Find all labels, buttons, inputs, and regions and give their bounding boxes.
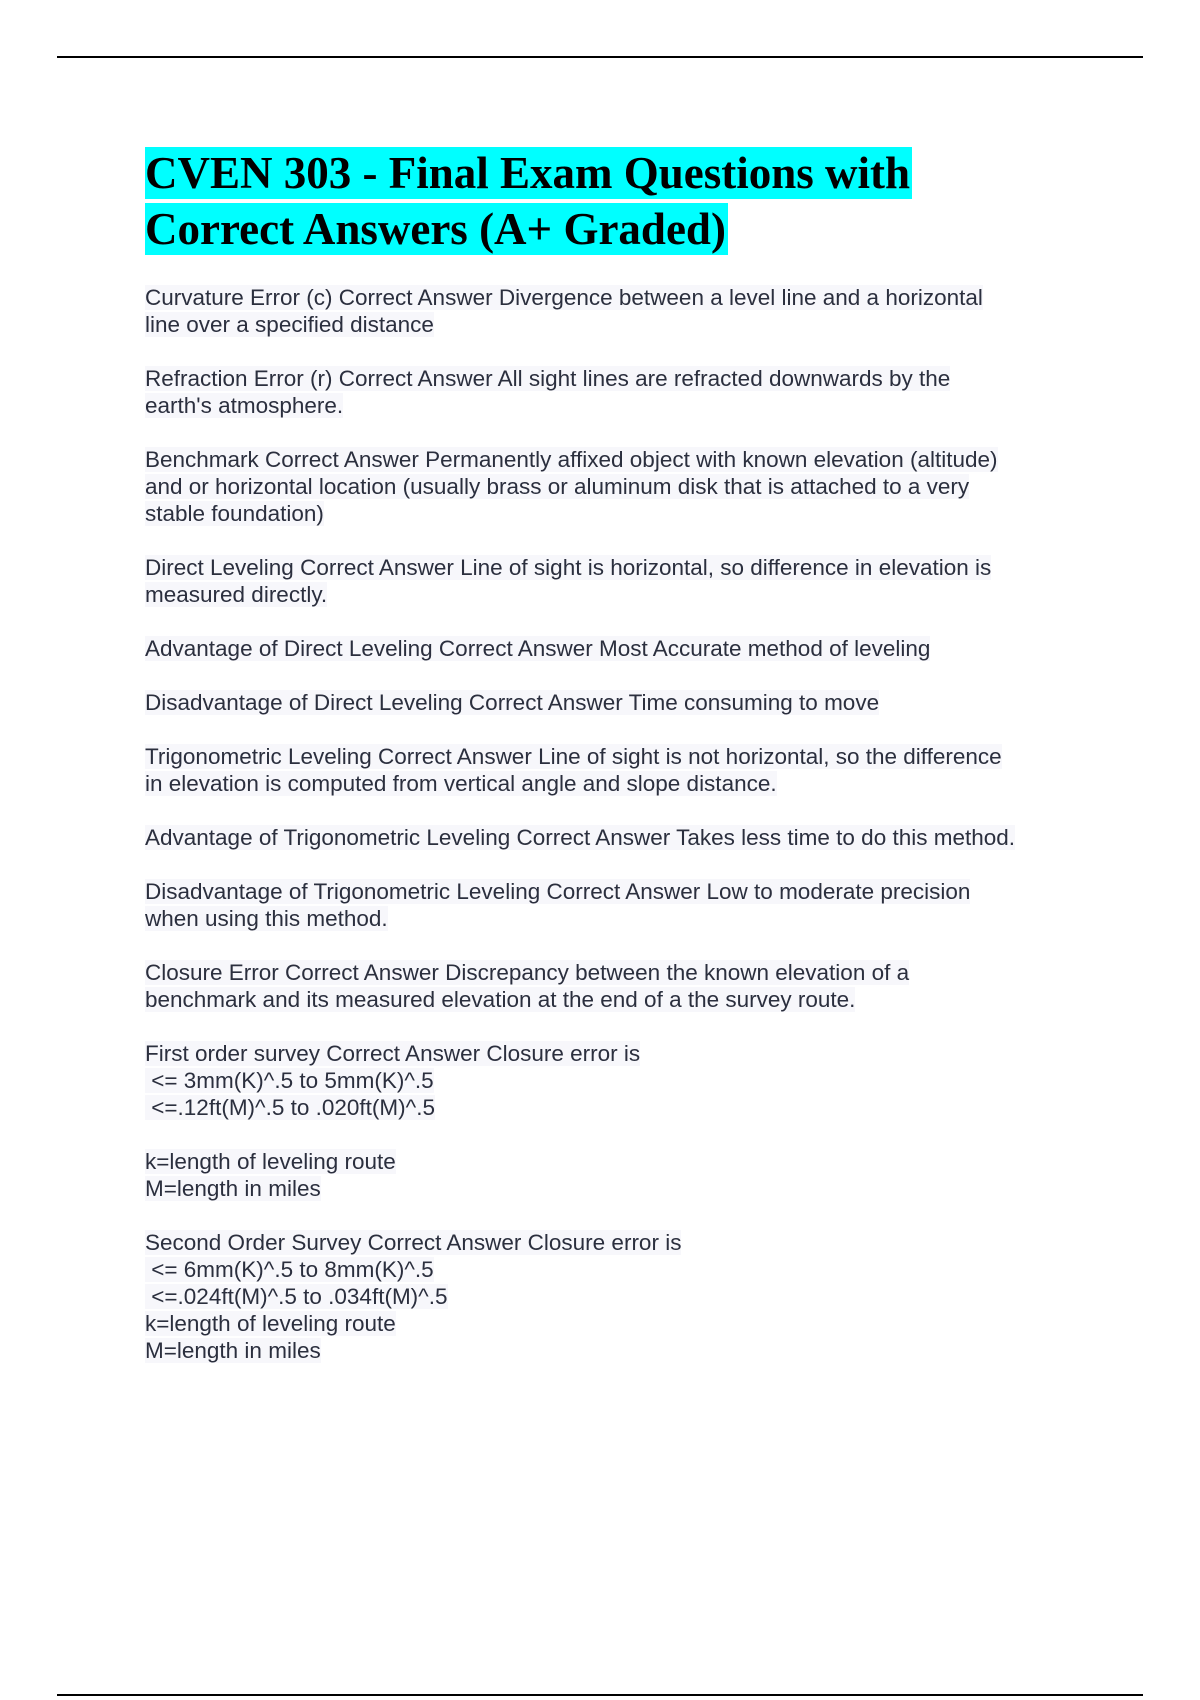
qa-entry-text: Advantage of Direct Leveling Correct Answer Most Accurate method of leveling bbox=[145, 636, 931, 661]
qa-entry-benchmark bbox=[145, 446, 1105, 527]
qa-entry-text: k=length of leveling route M=length in miles bbox=[145, 1149, 396, 1201]
document-title bbox=[145, 145, 1045, 257]
qa-list bbox=[145, 284, 1105, 1391]
qa-entry-text: Disadvantage of Trigonometric Leveling Correct Answer Low to moderate precision when using this method. bbox=[145, 879, 971, 931]
qa-entry-refraction-error bbox=[145, 365, 1105, 419]
qa-entry-text: First order survey Correct Answer Closure error is <= 3mm(K)^.5 to 5mm(K)^.5 <=.12ft(M)^.5 to .020ft(M)^.5 bbox=[145, 1041, 641, 1120]
qa-entry-text: Direct Leveling Correct Answer Line of sight is horizontal, so difference in elevation is measured directly. bbox=[145, 555, 992, 607]
qa-entry-advantage-direct bbox=[145, 635, 1105, 662]
qa-entry-first-order-survey bbox=[145, 1040, 1105, 1121]
qa-entry-text: Refraction Error (r) Correct Answer All sight lines are refracted downwards by the earth's atmosphere. bbox=[145, 366, 951, 418]
top-rule bbox=[57, 56, 1143, 58]
qa-entry-disadvantage-trigonometric bbox=[145, 878, 1105, 932]
qa-entry-text: Second Order Survey Correct Answer Closure error is <= 6mm(K)^.5 to 8mm(K)^.5 <=.024ft(M)^.5 to .034ft(M)^.5 k=length of leveling route M=length in miles bbox=[145, 1230, 682, 1363]
qa-entry-text: Advantage of Trigonometric Leveling Correct Answer Takes less time to do this method. bbox=[145, 825, 1016, 850]
qa-entry-text: Trigonometric Leveling Correct Answer Line of sight is not horizontal, so the difference in elevation is computed from vertical angle and slope distance. bbox=[145, 744, 1002, 796]
qa-entry-text: Curvature Error (c) Correct Answer Divergence between a level line and a horizontal line over a specified distance bbox=[145, 285, 983, 337]
qa-entry-text: Closure Error Correct Answer Discrepancy between the known elevation of a benchmark and its measured elevation at the end of a the survey route. bbox=[145, 960, 910, 1012]
qa-entry-text: Benchmark Correct Answer Permanently affixed object with known elevation (altitude) and or horizontal location (usually brass or aluminum disk that is attached to a very stable foundation) bbox=[145, 447, 998, 526]
qa-entry-direct-leveling bbox=[145, 554, 1105, 608]
qa-entry-closure-error bbox=[145, 959, 1105, 1013]
title-line-2: Correct Answers (A+ Graded) bbox=[145, 204, 726, 254]
title-line-1: CVEN 303 - Final Exam Questions with bbox=[145, 148, 911, 198]
qa-entry-length-definitions bbox=[145, 1148, 1105, 1202]
qa-entry-trigonometric-leveling bbox=[145, 743, 1105, 797]
bottom-rule bbox=[57, 1694, 1143, 1696]
qa-entry-advantage-trigonometric bbox=[145, 824, 1105, 851]
qa-entry-disadvantage-direct bbox=[145, 689, 1105, 716]
qa-entry-curvature-error bbox=[145, 284, 1105, 338]
qa-entry-second-order-survey bbox=[145, 1229, 1105, 1364]
qa-entry-text: Disadvantage of Direct Leveling Correct Answer Time consuming to move bbox=[145, 690, 880, 715]
